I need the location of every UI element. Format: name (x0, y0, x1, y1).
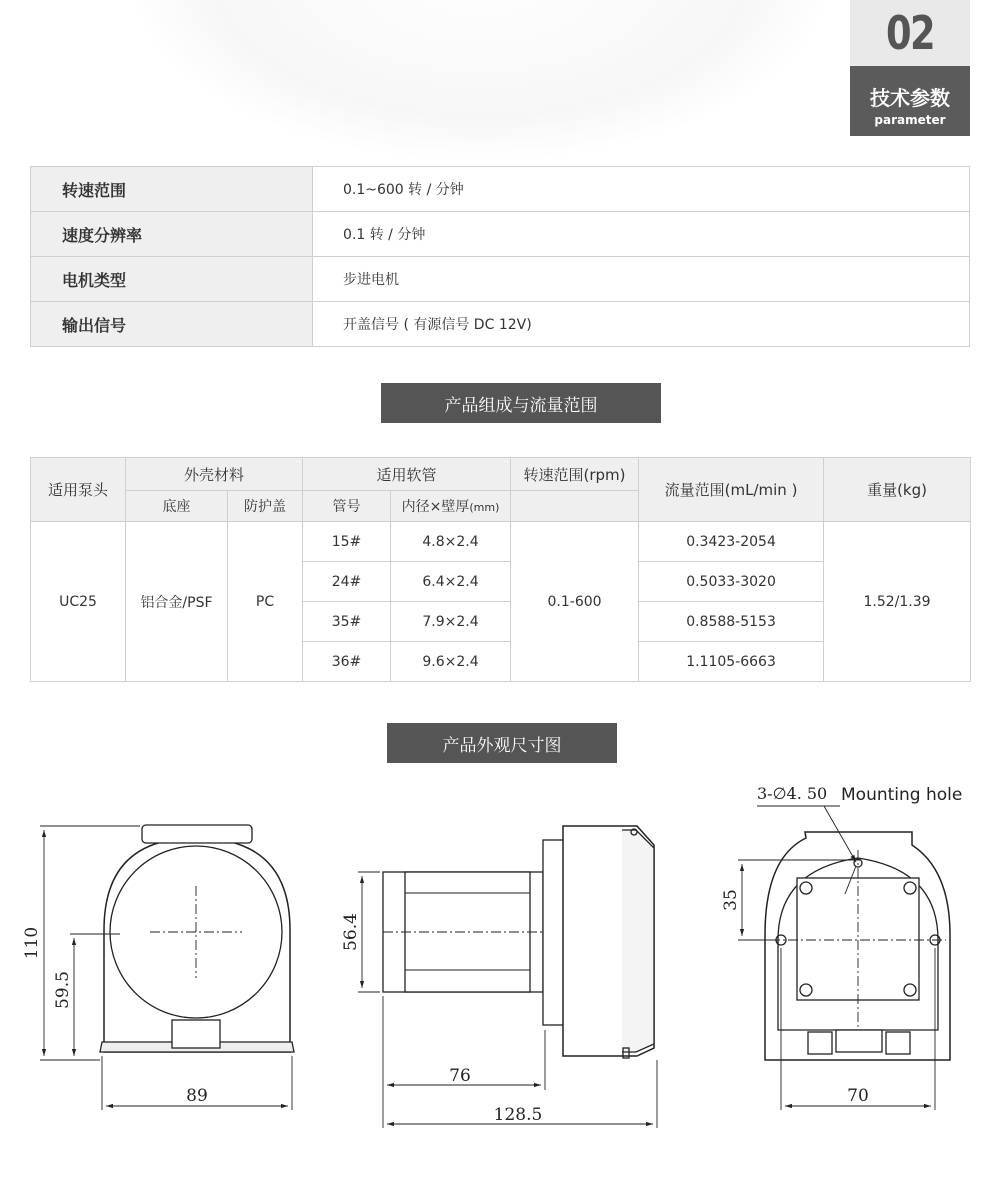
side-total-length-label: 128.5 (493, 1105, 543, 1125)
back-width-label: 70 (847, 1086, 869, 1106)
flow-table (30, 457, 971, 682)
tube-dim-label: 内径×壁厚 (401, 499, 470, 515)
flow-value: 0.3423-2054 (639, 522, 824, 562)
header-tube: 适用软管 (303, 458, 511, 491)
dimension-drawing (0, 775, 1000, 1175)
section-title: 技术参数 (870, 86, 950, 110)
side-motor-length-label: 76 (449, 1066, 471, 1086)
table-row (31, 167, 970, 212)
tube-dim-unit: (mm) (469, 501, 500, 514)
header-tube-dim (391, 491, 511, 522)
table-row (31, 257, 970, 302)
param-value: 0.1~600 转 / 分钟 (313, 167, 970, 212)
mounting-hole-prefix: 3-∅4. 50 (757, 784, 828, 803)
tube-dimension: 6.4×2.4 (391, 562, 511, 602)
param-value: 0.1 转 / 分钟 (313, 212, 970, 257)
front-width-label: 89 (186, 1086, 208, 1106)
flow-value: 1.1105-6663 (639, 642, 824, 682)
mounting-hole-label: Mounting hole (841, 785, 963, 805)
header-tube-no: 管号 (303, 491, 391, 522)
param-label: 电机类型 (31, 257, 313, 302)
param-value: 步进电机 (313, 257, 970, 302)
cover-value: PC (228, 522, 303, 682)
background-glow (130, 0, 830, 160)
flow-section-title: 产品组成与流量范围 (381, 383, 661, 423)
tube-dimension: 9.6×2.4 (391, 642, 511, 682)
header-pump-head: 适用泵头 (31, 458, 126, 522)
front-center-height-label: 59.5 (53, 971, 73, 1009)
section-subtitle: parameter (874, 113, 946, 127)
table-row (31, 212, 970, 257)
header-speed-blank (511, 491, 639, 522)
pump-head-value: UC25 (31, 522, 126, 682)
tube-dimension: 4.8×2.4 (391, 522, 511, 562)
param-value: 开盖信号 ( 有源信号 DC 12V) (313, 302, 970, 347)
header-shell: 外壳材料 (126, 458, 303, 491)
table-row (31, 302, 970, 347)
tube-number: 15# (303, 522, 391, 562)
param-label: 输出信号 (31, 302, 313, 347)
speed-value: 0.1-600 (511, 522, 639, 682)
tube-dimension: 7.9×2.4 (391, 602, 511, 642)
flow-value: 0.5033-3020 (639, 562, 824, 602)
front-height-label: 110 (22, 926, 42, 960)
back-view (738, 806, 950, 1110)
front-view (40, 825, 294, 1110)
section-number-badge (850, 0, 970, 66)
tube-number: 24# (303, 562, 391, 602)
weight-value: 1.52/1.39 (824, 522, 971, 682)
param-label: 速度分辨率 (31, 212, 313, 257)
dimension-section-title: 产品外观尺寸图 (387, 723, 617, 763)
base-value: 铝合金/PSF (126, 522, 228, 682)
header-flow: 流量范围(mL/min ) (639, 458, 824, 522)
tube-number: 36# (303, 642, 391, 682)
section-title-badge (850, 66, 970, 136)
header-cover: 防护盖 (228, 491, 303, 522)
flow-value: 0.8588-5153 (639, 602, 824, 642)
back-hole-offset-label: 35 (721, 889, 741, 911)
side-motor-height-label: 56.4 (341, 913, 361, 951)
header-base: 底座 (126, 491, 228, 522)
section-number: 02 (885, 6, 934, 60)
header-speed: 转速范围(rpm) (511, 458, 639, 491)
side-view (358, 826, 657, 1128)
parameter-table (30, 166, 970, 347)
param-label: 转速范围 (31, 167, 313, 212)
header-weight: 重量(kg) (824, 458, 971, 522)
tube-number: 35# (303, 602, 391, 642)
